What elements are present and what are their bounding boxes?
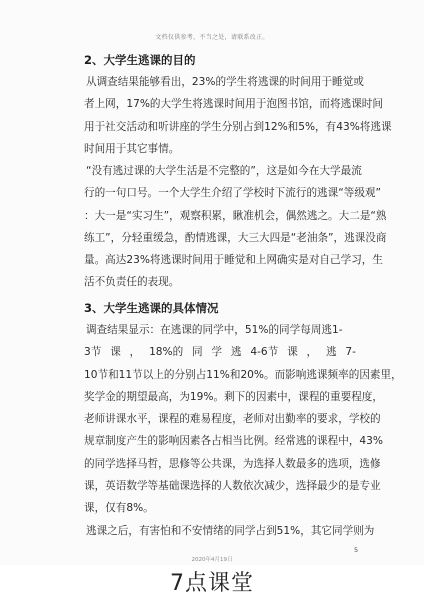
text-fragment: 4-6节	[250, 346, 279, 359]
text-fragment: 7-	[345, 346, 356, 359]
section-2-paragraph-2	[84, 160, 387, 294]
text-line: 调查结果显示：在逃课的同学中，51%的同学每周逃1-	[86, 324, 343, 336]
text-line: 活不负责任的表现。	[84, 276, 180, 289]
text-line: 奖学金的期望最高，为19%。剩下的因素中，课程的重要程度，	[84, 390, 383, 403]
section-2-paragraph-1	[84, 71, 392, 160]
text-line: ：大一是“实习生”，观察积累，瞅准机会，偶然逃之。大二是“熟	[84, 209, 387, 222]
text-line: 逃课之后，有害怕和不安情绪的同学占到51%，其它同学则为	[86, 525, 375, 537]
justified-text-line	[84, 341, 356, 363]
text-line: 练工”，分轻重缓急，酌情逃课，大三大四是“老油条”，逃课没商	[84, 231, 387, 244]
text-line: 量。高达23%将逃课时间用于睡觉和上网确实是对自己学习，生	[84, 254, 383, 267]
top-note: 文档仅供参考，不当之处，请联系改正。	[155, 34, 269, 41]
watermark-caption: 7点课堂	[170, 571, 254, 596]
page-number: 5	[354, 546, 359, 554]
text-line: 的同学选择马哲，思修等公共课，为选择人数最多的选项，选修	[84, 457, 381, 470]
text-line: 行的一句口号。一个大学生介绍了学校时下流行的逃课“等级观”	[84, 187, 382, 200]
text-fragment: 课	[110, 346, 121, 359]
text-fragment: 18%的	[149, 346, 184, 359]
text-fragment: ，	[306, 346, 318, 359]
text-fragment: 逃	[230, 346, 242, 359]
text-line: 10节和11节以上的分别占11%和20%。而影响逃课频率的因素里，	[84, 368, 402, 381]
text-fragment: 同	[192, 346, 203, 359]
text-line: 用于社交活动和听讲座的学生分别占到12%和5%，有43%将逃课	[84, 120, 392, 133]
text-line: “没有逃过课的大学生活是不完整的”，这是如今在大学最流	[86, 165, 362, 177]
section-3-heading: 3、大学生逃课的具体情况	[84, 301, 219, 315]
footer-date: 2020年4月19日	[191, 557, 233, 563]
text-fragment: 逃	[325, 346, 337, 359]
text-line: 规章制度产生的影响因素各占相当比例。经常逃的课程中，43%	[84, 435, 383, 448]
text-line: 课，仅有8%。	[84, 502, 154, 515]
text-fragment: ，	[129, 346, 141, 359]
text-fragment: 3节	[84, 346, 102, 359]
text-line: 时间用于其它事情。	[84, 142, 180, 155]
text-line: 老师讲课水平，课程的难易程度，老师对出勤率的要求，学校的	[84, 413, 381, 426]
section-3-paragraph-1	[84, 319, 402, 520]
section-2-heading: 2、大学生逃课的目的	[84, 53, 196, 67]
text-fragment: 学	[211, 346, 223, 359]
text-line: 从调查结果能够看出，23%的学生将逃课的时间用于睡觉或	[86, 76, 364, 88]
text-fragment: 课	[287, 346, 298, 359]
section-3-paragraph-2	[84, 520, 375, 542]
text-line: 者上网，17%的大学生将逃课时间用于泡图书馆，而将逃课时间	[84, 98, 383, 111]
text-line: 课，英语数学等基础课选择的人数依次减少，选择最少的是专业	[84, 480, 381, 493]
